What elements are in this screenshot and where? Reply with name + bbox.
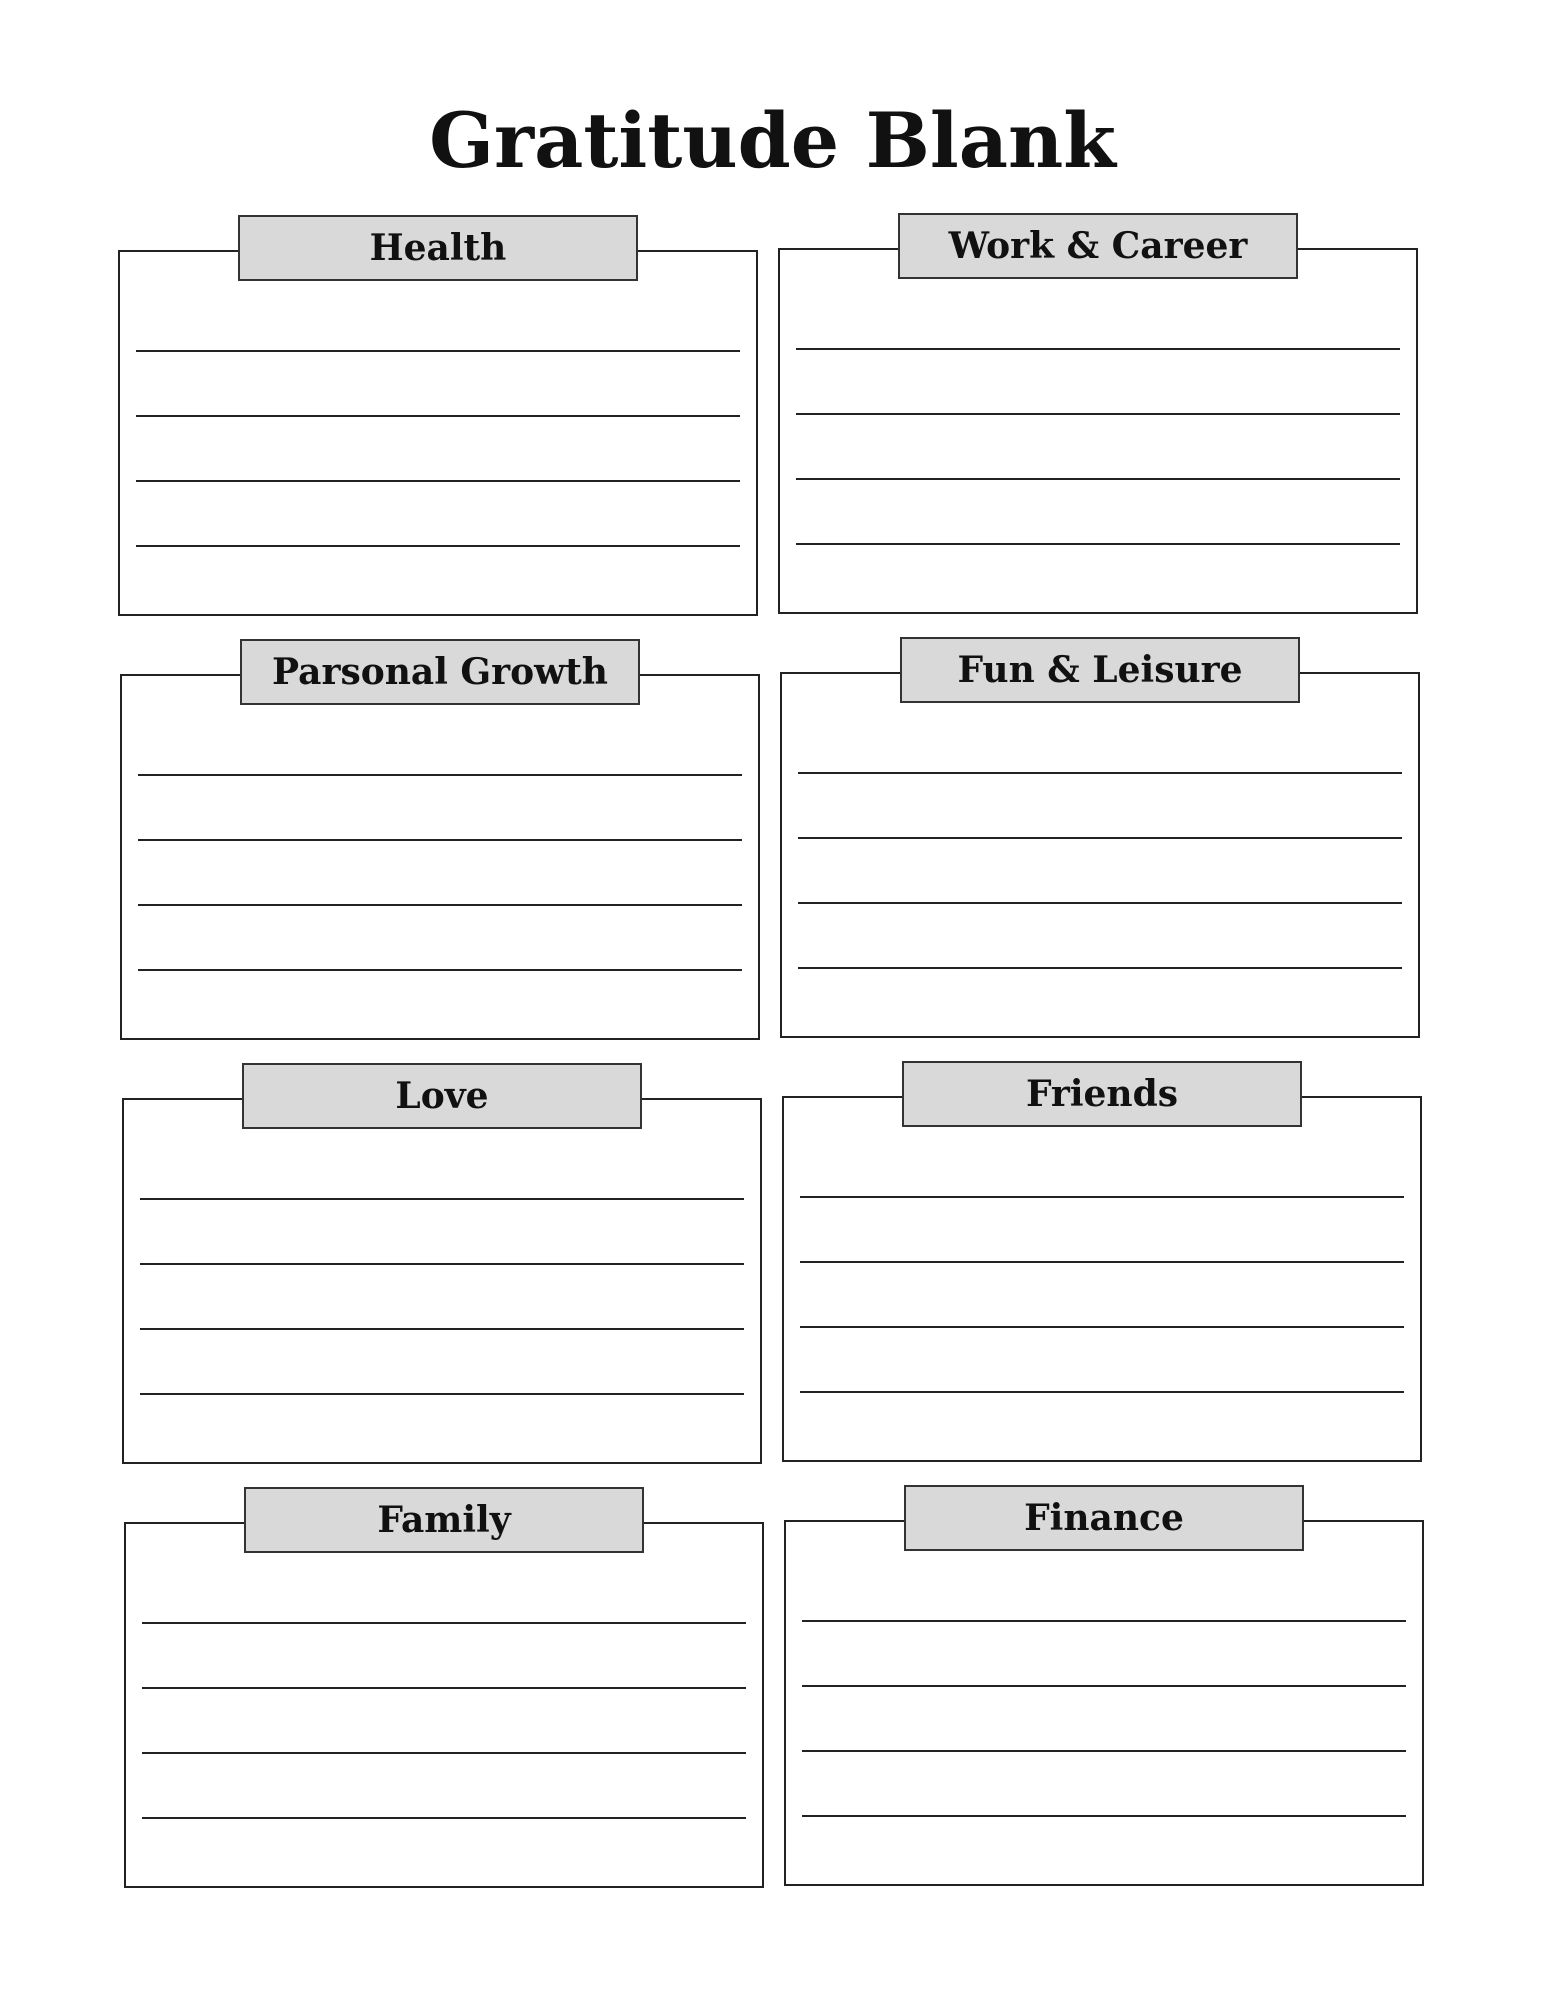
section-label: Work & Career: [898, 213, 1298, 279]
section-label: Parsonal Growth: [240, 639, 640, 705]
writing-line[interactable]: [136, 480, 740, 482]
section-personal-growth: [120, 651, 760, 1040]
section-finance: [784, 1497, 1424, 1886]
writing-line[interactable]: [802, 1750, 1406, 1752]
writing-line[interactable]: [140, 1393, 744, 1395]
section-label: Health: [238, 215, 638, 281]
writing-line[interactable]: [138, 969, 742, 971]
section-health: [118, 227, 758, 616]
writing-line[interactable]: [142, 1622, 746, 1624]
writing-line[interactable]: [140, 1328, 744, 1330]
writing-line[interactable]: [796, 478, 1400, 480]
writing-line[interactable]: [796, 413, 1400, 415]
section-family: [124, 1499, 764, 1888]
writing-line[interactable]: [142, 1687, 746, 1689]
writing-line[interactable]: [138, 839, 742, 841]
writing-line[interactable]: [138, 904, 742, 906]
section-label: Friends: [902, 1061, 1302, 1127]
writing-line[interactable]: [140, 1198, 744, 1200]
writing-line[interactable]: [800, 1196, 1404, 1198]
section-love: [122, 1075, 762, 1464]
section-label: Family: [244, 1487, 644, 1553]
writing-line[interactable]: [798, 967, 1402, 969]
writing-line[interactable]: [800, 1326, 1404, 1328]
writing-line[interactable]: [796, 348, 1400, 350]
writing-line[interactable]: [798, 902, 1402, 904]
writing-line[interactable]: [136, 545, 740, 547]
writing-line[interactable]: [798, 772, 1402, 774]
section-label: Fun & Leisure: [900, 637, 1300, 703]
writing-line[interactable]: [802, 1685, 1406, 1687]
writing-line[interactable]: [802, 1620, 1406, 1622]
writing-line[interactable]: [142, 1752, 746, 1754]
page-title: Gratitude Blank: [429, 96, 1116, 185]
writing-line[interactable]: [138, 774, 742, 776]
writing-line[interactable]: [796, 543, 1400, 545]
writing-line[interactable]: [136, 415, 740, 417]
writing-line[interactable]: [140, 1263, 744, 1265]
writing-line[interactable]: [802, 1815, 1406, 1817]
section-label: Love: [242, 1063, 642, 1129]
section-fun-leisure: [780, 649, 1420, 1038]
section-friends: [782, 1073, 1422, 1462]
writing-line[interactable]: [798, 837, 1402, 839]
writing-line[interactable]: [800, 1261, 1404, 1263]
writing-line[interactable]: [800, 1391, 1404, 1393]
section-work-career: [778, 225, 1418, 614]
section-label: Finance: [904, 1485, 1304, 1551]
writing-line[interactable]: [142, 1817, 746, 1819]
writing-line[interactable]: [136, 350, 740, 352]
